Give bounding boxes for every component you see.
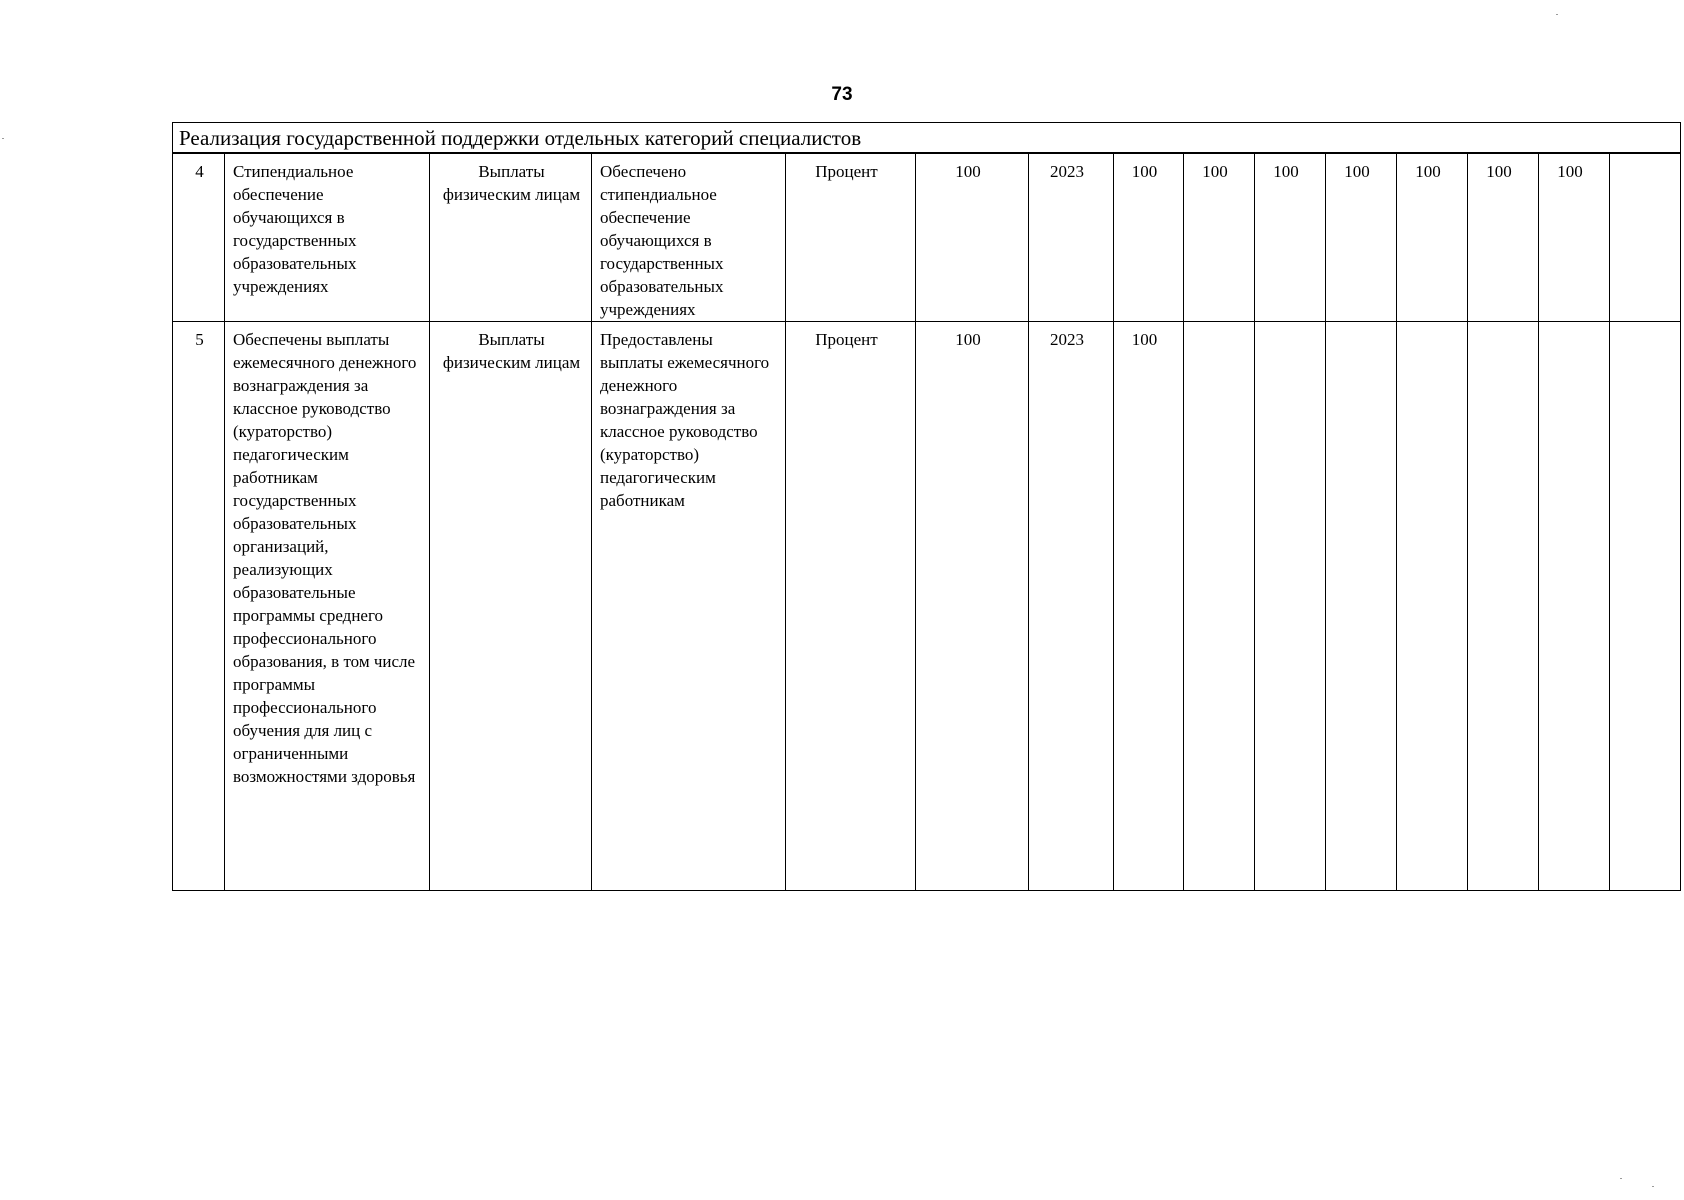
page-number: 73 [831, 84, 853, 105]
indicators-table [172, 122, 1681, 891]
scan-speck [1652, 1186, 1654, 1187]
value-cell [1397, 322, 1468, 891]
value-cell [1539, 322, 1610, 891]
task-name: Стипендиальное обеспечение обучающихся в государственных образовательных учреждениях [225, 153, 430, 322]
row-number: 4 [173, 153, 225, 322]
value-cell [1326, 322, 1397, 891]
task-result: Обеспечено стипендиальное обеспечение обучающихся в государственных образовательных учреждениях [592, 153, 786, 322]
value-cell: 100 [1326, 153, 1397, 322]
task-result: Предоставлены выплаты ежемесячного денежного вознаграждения за классное руководство (кураторство) педагогическим работникам [592, 322, 786, 891]
base-value-cell: 100 [916, 153, 1029, 322]
task-type: Выплаты физическим лицам [430, 322, 592, 891]
section-title: Реализация государственной поддержки отдельных категорий специалистов [173, 123, 1681, 154]
value-cell: 100 [1114, 153, 1184, 322]
value-cell: 100 [1539, 153, 1610, 322]
empty-cell [1610, 322, 1681, 891]
value-cell [1468, 322, 1539, 891]
value-cell: 100 [1468, 153, 1539, 322]
base-year-cell: 2023 [1029, 322, 1114, 891]
table-row [173, 153, 1681, 322]
unit-cell: Процент [786, 153, 916, 322]
task-name: Обеспечены выплаты ежемесячного денежного вознаграждения за классное руководство (кураторство) педагогическим работникам государственных образовательных организаций, реализующих образовательные программы среднего профессионального образования, в том числе программы профессионального обучения для лиц с ограниченными возможностями здоровья [225, 322, 430, 891]
unit-cell: Процент [786, 322, 916, 891]
section-header-row [173, 123, 1681, 154]
value-cell: 100 [1184, 153, 1255, 322]
scan-speck [1620, 1178, 1622, 1179]
scan-speck [1556, 14, 1558, 15]
value-cell: 100 [1397, 153, 1468, 322]
scan-speck [2, 138, 4, 139]
row-number: 5 [173, 322, 225, 891]
empty-cell [1610, 153, 1681, 322]
value-cell: 100 [1255, 153, 1326, 322]
value-cell [1184, 322, 1255, 891]
value-cell: 100 [1114, 322, 1184, 891]
base-year-cell: 2023 [1029, 153, 1114, 322]
base-value-cell: 100 [916, 322, 1029, 891]
task-type: Выплаты физическим лицам [430, 153, 592, 322]
value-cell [1255, 322, 1326, 891]
table-row [173, 322, 1681, 891]
